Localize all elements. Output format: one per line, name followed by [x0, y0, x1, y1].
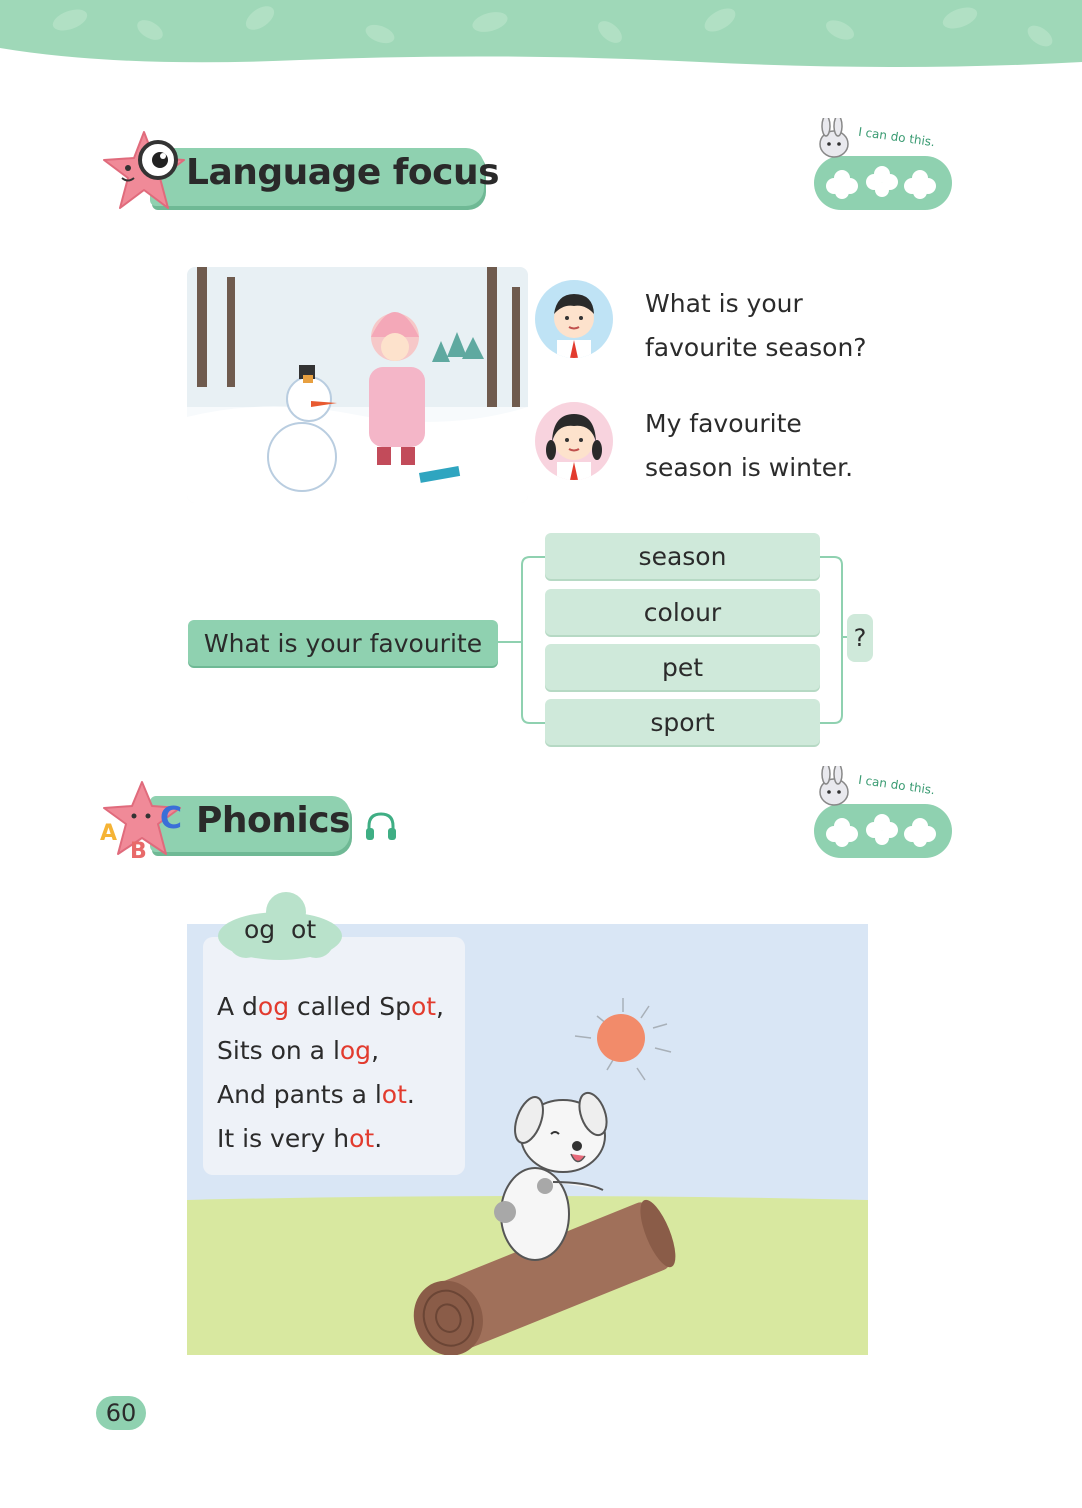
dialogue-line: season is winter.	[645, 453, 854, 482]
top-decorative-band	[0, 0, 1082, 80]
rhyme-text: A d	[217, 992, 258, 1021]
boy-avatar-icon	[535, 280, 613, 358]
rhyme-line	[217, 1029, 465, 1073]
rhyme-line	[217, 1117, 465, 1161]
rhyme-highlight: og	[257, 992, 290, 1021]
svg-text:B: B	[130, 839, 147, 862]
starfish-magnifier-icon	[98, 128, 190, 214]
rhyme-text: .	[374, 1124, 383, 1153]
option-box: colour	[545, 589, 820, 635]
rhyme-text: ,	[371, 1036, 380, 1065]
svg-text:A: A	[100, 821, 118, 846]
starfish-abc-icon	[98, 778, 194, 862]
headphones-icon[interactable]	[364, 810, 398, 842]
rhyme-highlight: ot	[381, 1080, 407, 1109]
winter-snowman-illustration	[187, 267, 528, 503]
dialogue-line: What is your	[645, 289, 803, 318]
rhyme-text: called Sp	[289, 992, 411, 1021]
rhyme-text: .	[406, 1080, 415, 1109]
rhyme-panel	[203, 937, 465, 1175]
rhyme-text: ,	[436, 992, 444, 1021]
question-bubble	[645, 282, 905, 370]
option-box: season	[545, 533, 820, 579]
rhyme-text: And pants a l	[217, 1080, 382, 1109]
rhyme-line	[217, 985, 465, 1029]
rhyme-highlight: ot	[410, 992, 437, 1021]
can-do-text: I can do this.	[857, 124, 936, 150]
rhyme-line	[217, 1073, 465, 1117]
answer-bubble	[645, 402, 905, 490]
option-box: sport	[545, 699, 820, 745]
can-do-badge	[812, 766, 952, 862]
sentence-stem: What is your favourite	[188, 620, 498, 666]
can-do-text: I can do this.	[857, 772, 936, 798]
dialogue-line: favourite season?	[645, 333, 867, 362]
girl-avatar-icon	[535, 402, 613, 480]
rhyme-highlight: og	[339, 1036, 372, 1065]
page-title: Language focus	[186, 152, 500, 193]
rhyme-highlight: ot	[349, 1124, 375, 1153]
option-box: pet	[545, 644, 820, 690]
rhyme-text: It is very h	[217, 1124, 350, 1153]
question-mark: ?	[847, 614, 873, 662]
rhyme-text: Sits on a l	[217, 1036, 340, 1065]
phonics-title: Phonics	[196, 800, 350, 841]
sound-pattern: og ot	[244, 915, 317, 944]
page-number: 60	[96, 1396, 146, 1430]
svg-text:C: C	[160, 801, 183, 836]
can-do-badge	[812, 118, 952, 214]
dialogue-line: My favourite	[645, 409, 802, 438]
